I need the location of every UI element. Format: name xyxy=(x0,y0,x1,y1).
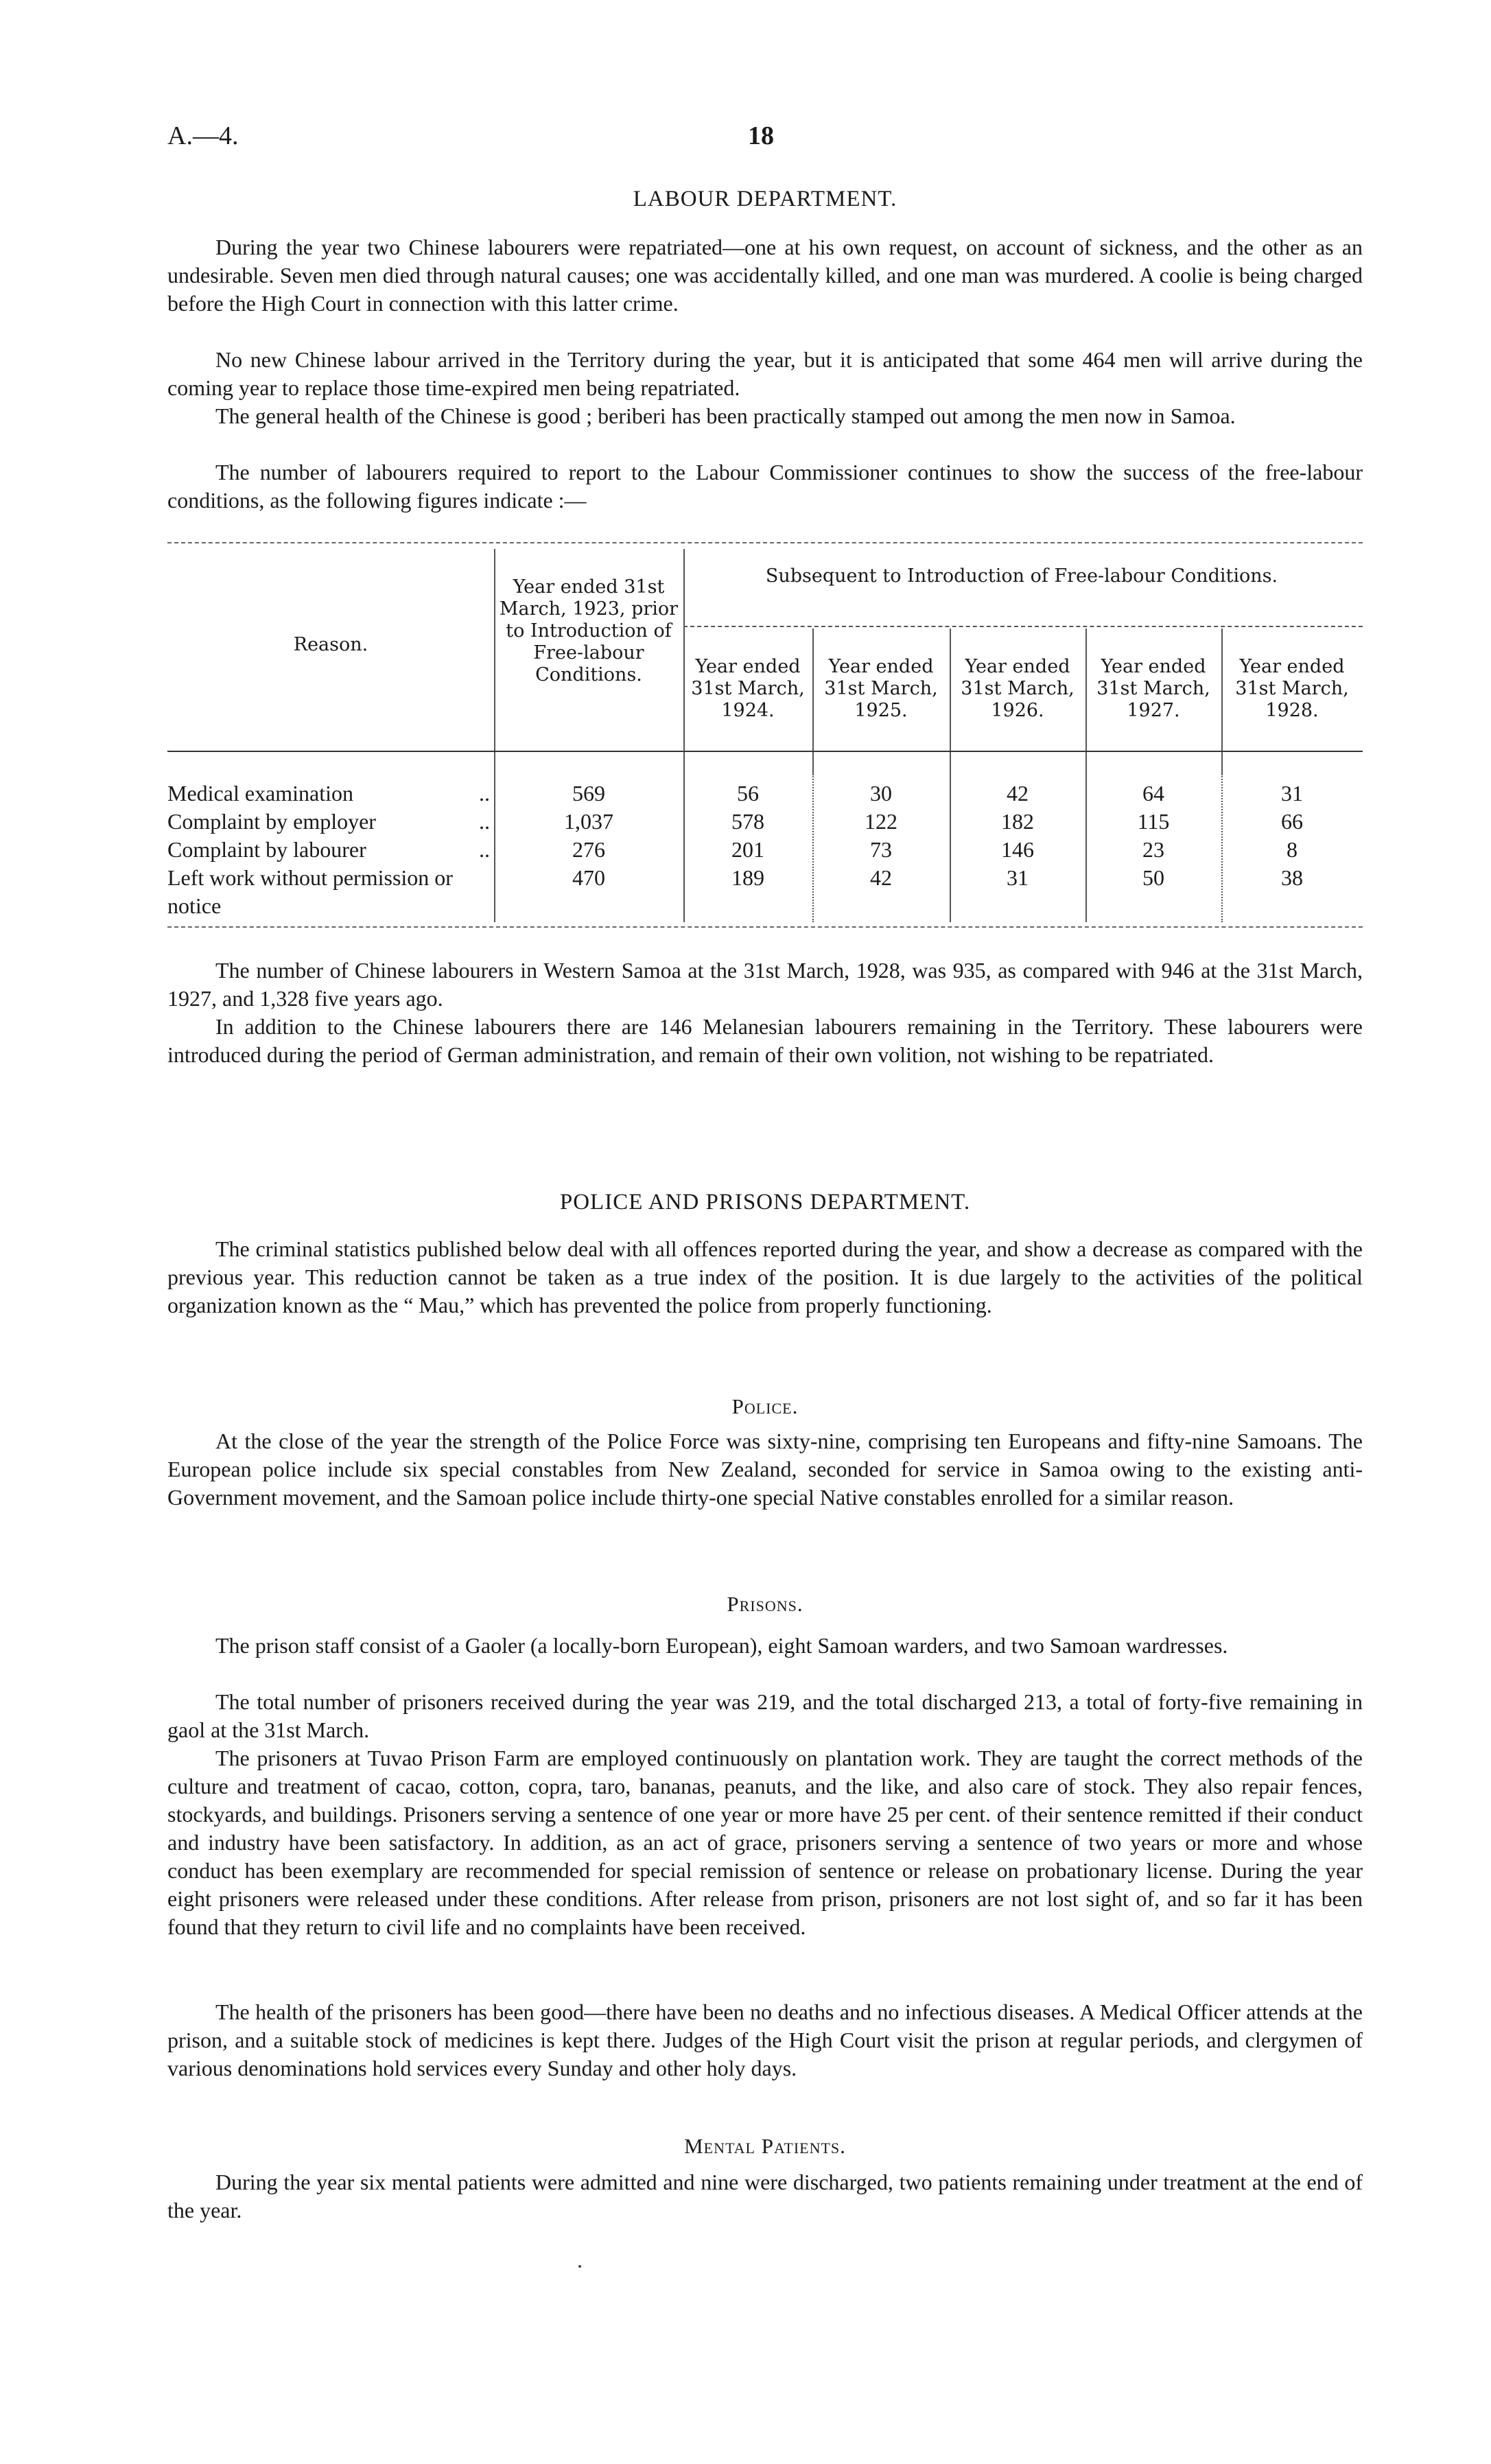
table-row-label: Complaint by labourer .. xyxy=(167,837,490,862)
labour-paragraph-1: During the year two Chinese labourers were repatriated—one at his own request, on account of sickness, and the other as an undesirable. Seven men died through natural causes; one was accidentally killed, and one man was murdered. A coolie is being charged before the High Court in connection with this latter crime. xyxy=(167,235,1363,316)
year-header-1928: Year ended 31st March, 1928. xyxy=(1235,656,1349,721)
table-cell: 30 xyxy=(870,781,892,806)
table-bottom-rule xyxy=(167,926,1363,928)
mental-patients-heading: Mental Patients. xyxy=(684,2134,846,2158)
table-cell: 56 xyxy=(737,781,759,806)
mental-patients-paragraph: During the year six mental patients were admitted and nine were discharged, two patients remaining under treatment at the end of the year. xyxy=(167,2170,1363,2222)
table-cell: 182 xyxy=(1001,809,1034,834)
table-cell: 42 xyxy=(1007,781,1029,806)
police-heading: Police. xyxy=(731,1394,799,1418)
table-cell: 23 xyxy=(1142,837,1164,862)
year-header-1927: Year ended 31st March, 1927. xyxy=(1096,656,1210,721)
table-cell: 31 xyxy=(1007,865,1029,890)
page-number: 18 xyxy=(748,121,774,150)
labour-paragraph-4: The number of labourers required to report to the Labour Commissioner continues to show the success of the free-labour conditions, as the following figures indicate :— xyxy=(167,460,1363,513)
labour-table xyxy=(167,538,1363,932)
table-cell: 569 xyxy=(572,781,605,806)
prior-header: Year ended 31st March, 1923, prior to Introduction of Free-labour Conditions. xyxy=(499,576,679,685)
police-paragraph: At the close of the year the strength of the Police Force was sixty-nine, comprising ten Europeans and fifty-nine Samoans. The European police include six special constables from New Zealand, seconded for service in Samoa owing to the existing anti-Government movement, and the Samoan police include thirty-one special Native constables enrolled for a similar reason. xyxy=(167,1429,1363,1510)
labour-paragraph-6: In addition to the Chinese labourers there are 146 Melanesian labourers remaining in the Territory. These labourers were introduced during the period of German administration, and remain of their own volition, not wishing to be repatriated. xyxy=(167,1014,1363,1067)
prisons-paragraph-1: The prison staff consist of a Gaoler (a locally-born European), eight Samoan warders, and two Samoan wardresses. xyxy=(215,1633,1228,1658)
table-cell: 64 xyxy=(1142,781,1164,806)
table-cell: 8 xyxy=(1287,837,1298,862)
table-row-label: Left work without permission or notice xyxy=(167,865,453,918)
table-cell: 470 xyxy=(572,865,605,890)
table-row-label: Complaint by employer .. xyxy=(167,809,490,834)
prisons-paragraph-4: The health of the prisoners has been good—there have been no deaths and no infectious diseases. A Medical Officer attends at the prison, and a suitable stock of medicines is kept there. Judges of the High Court visit the prison at regular periods, and clergymen of various denominations hold services every Sunday and other holy days. xyxy=(167,1999,1363,2080)
prisons-paragraph-2: The total number of prisoners received during the year was 219, and the total discharged 213, a total of forty-five remaining in gaol at the 31st March. xyxy=(167,1689,1363,1742)
labour-heading: LABOUR DEPARTMENT. xyxy=(633,187,897,211)
table-cell: 42 xyxy=(870,865,892,890)
table-cell: 38 xyxy=(1281,865,1303,890)
labour-paragraph-2: No new Chinese labour arrived in the Territory during the year, but it is anticipated that some 464 men will arrive during the coming year to replace those time-expired men being repatriated. xyxy=(167,347,1363,400)
year-header-1924: Year ended 31st March, 1924. xyxy=(691,656,805,721)
table-cell: 73 xyxy=(870,837,892,862)
year-header-1925: Year ended 31st March, 1925. xyxy=(824,656,938,721)
prisons-paragraph-3: The prisoners at Tuvao Prison Farm are employed continuously on plantation work. They are taught the correct methods of the culture and treatment of cacao, cotton, copra, taro, bananas, peanuts, and the like, and also care of stock. They also repair fences, stockyards, and buildings. Prisoners serving a sentence of one year or more have 25 per cent. of their sentence remitted if their conduct and industry have been satisfactory. In addition, as an act of grace, prisoners serving a sentence of two years or more and whose conduct has been exemplary are recommended for special remission of sentence or release on probationary license. During the year eight prisoners were released under these conditions. After release from prison, prisoners are not lost sight of, and so far it has been found that they return to civil life and no complaints have been received. xyxy=(167,1746,1363,1939)
labour-paragraph-5: The number of Chinese labourers in Western Samoa at the 31st March, 1928, was 935, as compared with 946 at the 31st March, 1927, and 1,328 five years ago. xyxy=(167,958,1363,1011)
table-top-rule xyxy=(167,542,1363,543)
table-cell: 115 xyxy=(1137,809,1170,834)
table-cell: 201 xyxy=(731,837,764,862)
table-cell: 1,037 xyxy=(564,809,613,834)
year-header-1926: Year ended 31st March, 1926. xyxy=(961,656,1075,721)
table-cell: 146 xyxy=(1001,837,1034,862)
labour-paragraph-3: The general health of the Chinese is good ; beriberi has been practically stamped out among the men now in Samoa. xyxy=(215,403,1236,428)
document-reference: A.—4. xyxy=(167,121,239,150)
table-cell: 31 xyxy=(1281,781,1303,806)
table-row-label: Medical examination .. xyxy=(167,781,490,806)
police-prisons-heading: POLICE AND PRISONS DEPARTMENT. xyxy=(559,1190,971,1215)
stray-mark xyxy=(578,2265,581,2268)
reason-header: Reason. xyxy=(293,634,368,655)
police-prisons-paragraph: The criminal statistics published below deal with all offences reported during the year, and show a decrease as compared with the previous year. This reduction cannot be taken as a true index of the position. It is due largely to the activities of the political organization known as the “ Mau,” which has prevented the police from properly functioning. xyxy=(167,1236,1363,1317)
table-cell: 276 xyxy=(572,837,605,862)
prisons-heading: Prisons. xyxy=(727,1592,803,1616)
header-rule xyxy=(167,751,1363,752)
subsequent-header: Subsequent to Introduction of Free-labour Conditions. xyxy=(765,565,1278,587)
table-cell: 578 xyxy=(731,809,764,834)
table-cell: 189 xyxy=(731,865,764,890)
table-cell: 122 xyxy=(865,809,897,834)
table-cell: 50 xyxy=(1142,865,1164,890)
table-cell: 66 xyxy=(1281,809,1303,834)
